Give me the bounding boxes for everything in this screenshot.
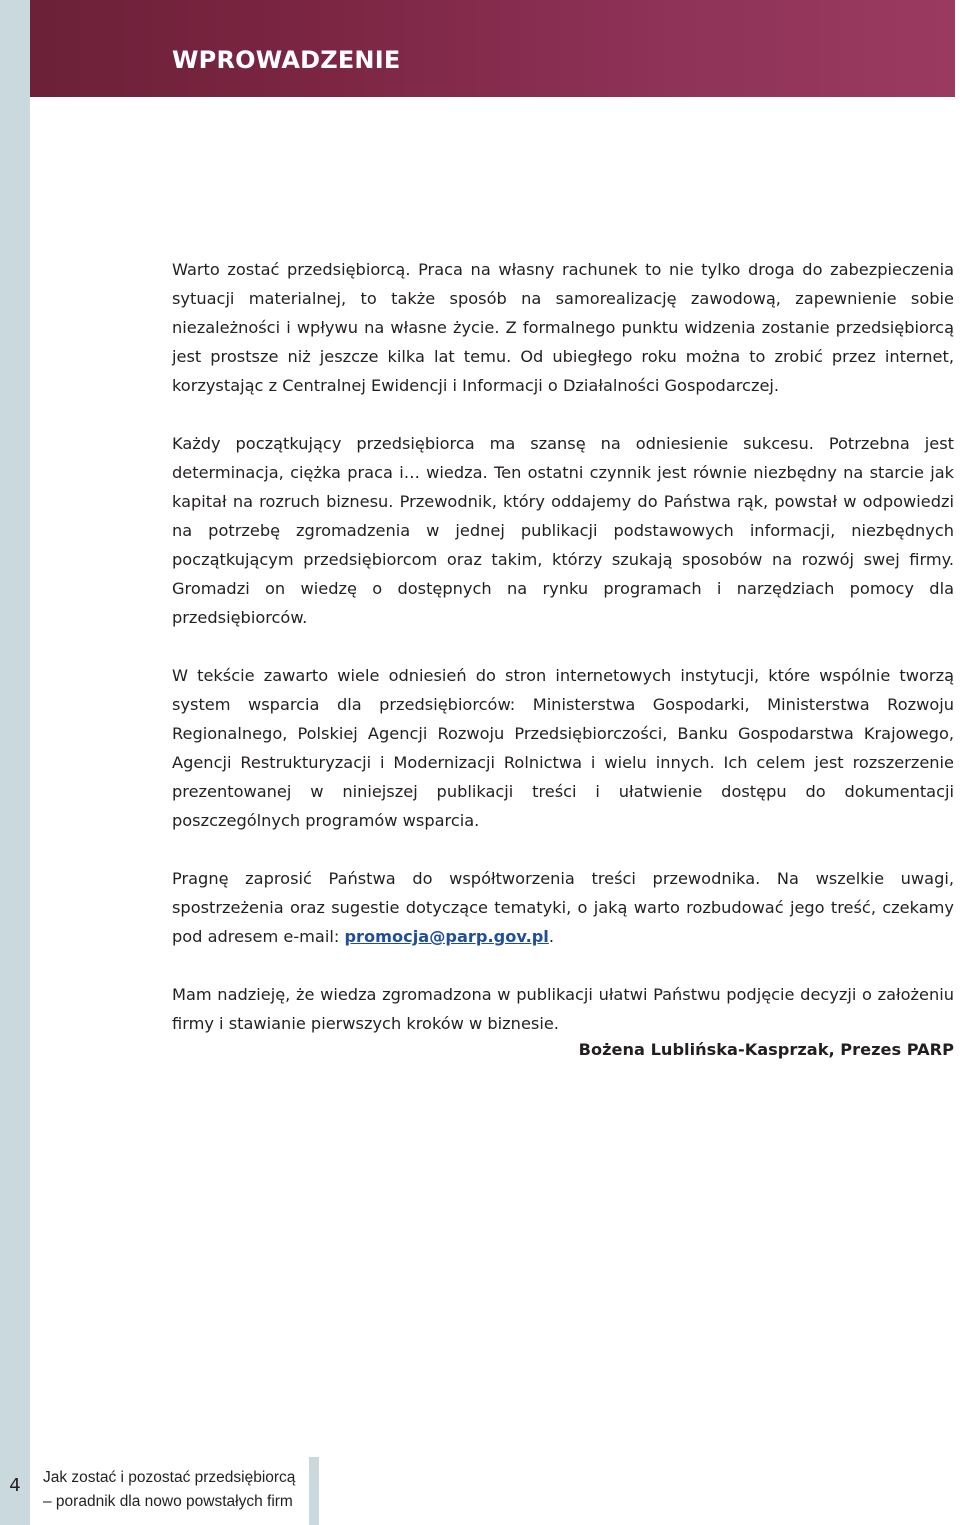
sentence: Pragnę zaprosić Państwa do współtworzenia treści przewodnika. <box>172 869 761 888</box>
sentence: Na wszelkie uwagi, spostrzeżenia oraz sugestie dotyczące tematyki, o jaką warto rozbudować jego treść, czekamy pod adresem e-mail: <box>172 869 954 946</box>
period: . <box>548 927 555 946</box>
sentence: Ten ostatni czynnik jest równie niezbędny na starcie jak kapitał na rozruch biznesu. <box>172 463 954 511</box>
footer-accent-bar <box>309 1457 319 1525</box>
paragraph-3 <box>172 661 954 835</box>
page-number: 4 <box>9 1475 21 1496</box>
footer-line-2: – poradnik dla nowo powstałych firm <box>43 1493 293 1510</box>
sentence: Potrzebna jest determinacja, ciężka praca i… wiedza. <box>172 434 954 482</box>
body-text <box>172 255 954 1067</box>
sentence: Gromadzi on wiedzę o dostępnych na rynku programach i narzędziach pomocy dla przedsiębiorców. <box>172 579 954 627</box>
header-band <box>30 0 955 97</box>
footer-publication-title <box>43 1466 295 1514</box>
email-link[interactable]: promocja@parp.gov.pl <box>344 927 549 946</box>
paragraph-2 <box>172 429 954 632</box>
signature: Bożena Lublińska-Kasprzak, Prezes PARP <box>578 1040 954 1059</box>
sentence: Ich celem jest rozszerzenie prezentowanej w niniejszej publikacji treści i ułatwienie dostępu do dokumentacji poszczególnych programów wsparcia. <box>172 753 954 830</box>
left-margin-strip <box>0 0 30 1525</box>
sentence: Od ubiegłego roku można to zrobić przez internet, korzystając z Centralnej Ewidencji i Informacji o Działalności Gospodarczej. <box>172 347 954 395</box>
sentence: Warto zostać przedsiębiorcą. Praca na własny rachunek to nie tylko droga do zabezpieczenia sytuacji materialnej, to także sposób na samorealizację zawodową, zapewnienie sobie niezależności i wpływu na własne życie. <box>172 260 954 337</box>
sentence: Każdy początkujący przedsiębiorca ma szansę na odniesienie sukcesu. <box>172 434 814 453</box>
sentence: Z formalnego punktu widzenia zostanie przedsiębiorcą jest prostsze niż jeszcze kilka lat temu. <box>172 318 954 366</box>
footer-line-1: Jak zostać i pozostać przedsiębiorcą <box>43 1469 296 1486</box>
sentence: Przewodnik, który oddajemy do Państwa rąk, powstał w odpowiedzi na potrzebę zgromadzenia w jednej publikacji podstawowych informacji, niezbędnych początkującym przedsiębiorcom oraz takim, którzy szukają sposobów na rozwój swej firmy. <box>172 492 954 569</box>
paragraph-1 <box>172 255 954 400</box>
sentence: W tekście zawarto wiele odniesień do stron internetowych instytucji, które wspólnie tworzą system wsparcia dla przedsiębiorców: Ministerstwa Gospodarki, Ministerstwa Rozwoju Regionalnego, Polskiej Agencji Rozwoju Przedsiębiorczości, Banku Gospodarstwa Krajowego, Agencji Restrukturyzacji i Modernizacji Rolnictwa i wielu innych. <box>172 666 954 772</box>
paragraph-closing: Mam nadzieję, że wiedza zgromadzona w publikacji ułatwi Państwu podjęcie decyzji o założeniu firmy i stawianie pierwszych kroków w biznesie. <box>172 985 954 1033</box>
paragraph-invite <box>172 864 954 951</box>
page-title: WPROWADZENIE <box>172 46 401 74</box>
